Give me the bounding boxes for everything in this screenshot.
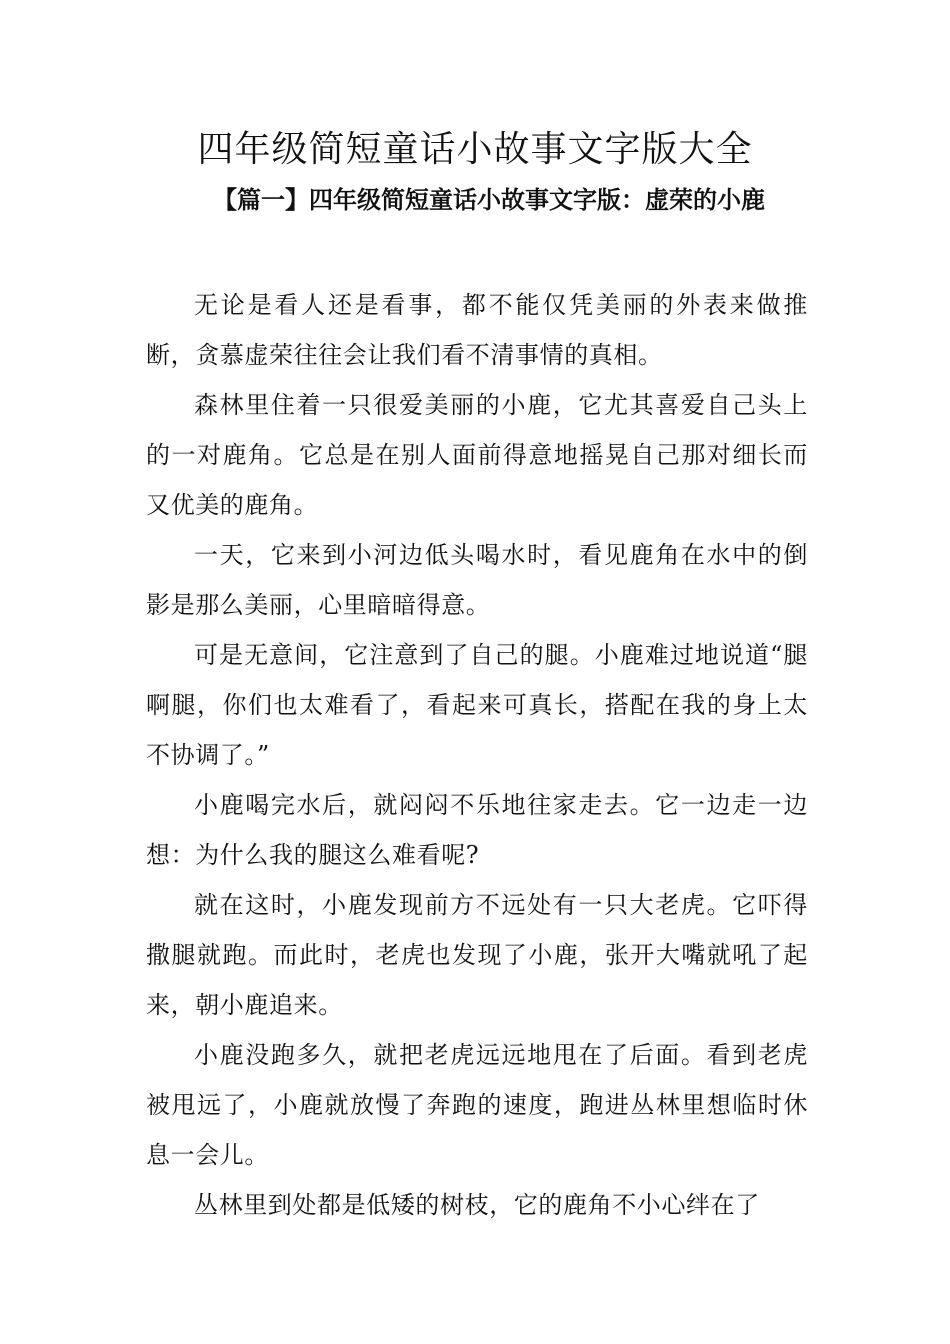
paragraph: 丛林里到处都是低矮的树枝，它的鹿角不小心绊在了 (194, 1191, 760, 1219)
paragraph: 可是无意间，它注意到了自己的腿。小鹿难过地说道“腿啊腿，你们也太难看了，看起来可真长，搭配在我的身上太不协调了。” (146, 641, 808, 769)
document-subtitle: 【篇一】四年级简短童话小故事文字版：虚荣的小鹿 (213, 185, 765, 214)
paragraph: 小鹿没跑多久，就把老虎远远地甩在了后面。看到老虎被甩远了，小鹿就放慢了奔跑的速度，跑进丛林里想临时休息一会儿。 (146, 1041, 808, 1169)
paragraph: 无论是看人还是看事，都不能仅凭美丽的外表来做推断，贪慕虚荣往往会让我们看不清事情的真相。 (146, 291, 808, 369)
paragraph: 森林里住着一只很爱美丽的小鹿，它尤其喜爱自己头上的一对鹿角。它总是在别人面前得意地摇晃自己那对细长而又优美的鹿角。 (146, 391, 808, 519)
paragraph: 小鹿喝完水后，就闷闷不乐地往家走去。它一边走一边想：为什么我的腿这么难看呢? (146, 791, 808, 869)
document-title: 四年级简短童话小故事文字版大全 (197, 129, 753, 170)
paragraph: 就在这时，小鹿发现前方不远处有一只大老虎。它吓得撒腿就跑。而此时，老虎也发现了小鹿，张开大嘴就吼了起来，朝小鹿追来。 (146, 891, 808, 1019)
document-body (146, 280, 808, 1230)
paragraph: 一天，它来到小河边低头喝水时，看见鹿角在水中的倒影是那么美丽，心里暗暗得意。 (146, 541, 808, 619)
